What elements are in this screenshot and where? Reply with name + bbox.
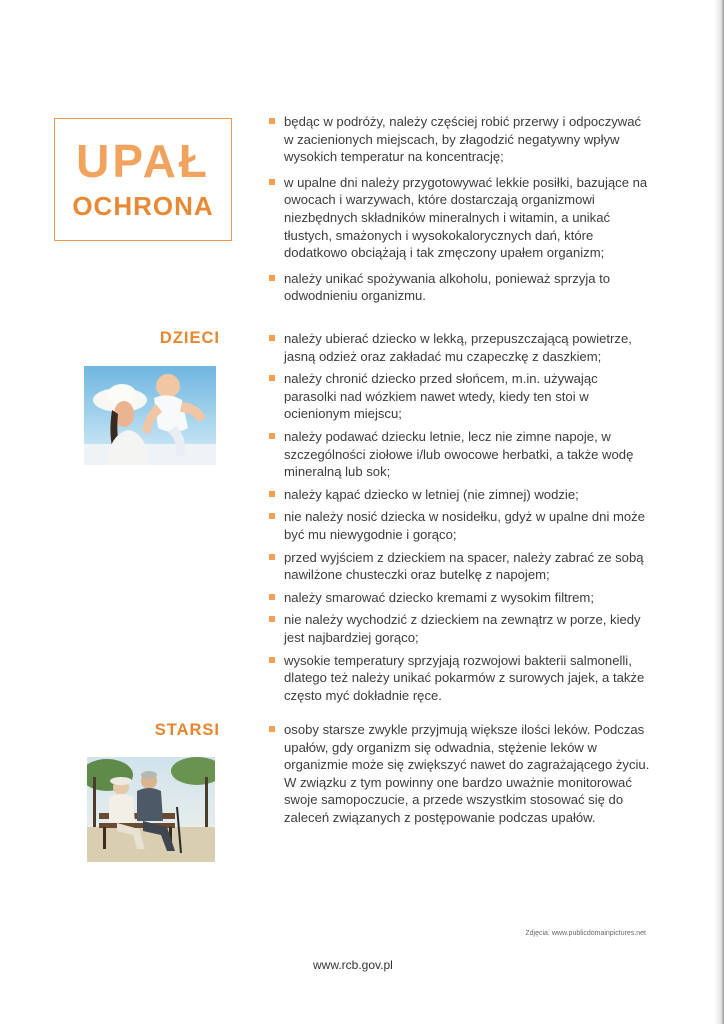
page-title: UPAŁ <box>76 135 210 187</box>
mother-child-illustration <box>84 366 216 465</box>
elderly-bullet-list <box>269 721 653 827</box>
bullet-square-icon <box>269 657 275 663</box>
bullet-square-icon <box>269 179 275 185</box>
general-bullet-list <box>269 113 653 305</box>
bullet-item <box>269 174 653 262</box>
bullet-item <box>269 589 653 607</box>
bullet-text: w upalne dni należy przygotowywać lekkie posiłki, bazujące na owocach i warzywach, które dostarczają organizmowi niezbędnych składników mineralnych i witamin, a unikać tłustych, smażonych i wysokokalorycznych dań, które dodatkowo obciążają i tak zmęczony upałem organizm; <box>284 174 648 261</box>
elderly-couple-illustration <box>87 757 215 862</box>
bullet-text: nie należy nosić dziecka w nosidełku, gdyż w upalne dni może być mu niewygodnie i gorąco; <box>284 509 646 542</box>
bullet-square-icon <box>269 726 275 732</box>
children-bullet-list <box>269 330 653 704</box>
bullet-item <box>269 549 653 584</box>
bullet-text: należy chronić dziecko przed słońcem, m.in. używając parasolki nad wózkiem nawet wtedy, kiedy ten stoi w ocienionym miejscu; <box>284 371 598 422</box>
bullet-square-icon <box>269 118 275 124</box>
bullet-text: należy podawać dziecku letnie, lecz nie zimne napoje, w szczególności ziołowe i/lub owocowe herbatki, a także wodę mineralną lub sok; <box>284 428 634 480</box>
title-box <box>54 118 232 241</box>
bullet-square-icon <box>269 513 275 519</box>
bullet-item <box>269 721 653 827</box>
section-label-elderly: STARSI <box>154 721 220 739</box>
bullet-square-icon <box>269 335 275 341</box>
page-subtitle: OCHRONA <box>72 191 214 221</box>
section-label-children: DZIECI <box>159 329 220 347</box>
bullet-item <box>269 611 653 646</box>
photo-mother-child <box>84 366 216 465</box>
bullet-square-icon <box>269 433 275 439</box>
photo-elderly-couple <box>87 757 215 862</box>
bullet-text: wysokie temperatury sprzyjają rozwojowi bakterii salmonelli, dlatego też należy unikać pokarmów z surowych jajek, a także często myć dokładnie ręce. <box>284 652 645 703</box>
bullet-square-icon <box>269 616 275 622</box>
bullet-item <box>269 428 653 481</box>
bullet-item <box>269 270 653 305</box>
bullet-item <box>269 486 653 504</box>
footer-url-link[interactable]: www.rcb.gov.pl <box>313 958 393 972</box>
bullet-square-icon <box>269 375 275 381</box>
bullet-item <box>269 370 653 423</box>
bullet-text: osoby starsze zwykle przyjmują większe ilości leków. Podczas upałów, gdy organizm się odwadnia, stężenie leków w organizmie może się zwiększyć nawet do zagrażającego życiu. W związku z tym powinny one bardzo uważnie monitorować swoje samopoczucie, a przede wszystkim stosować się do zaleceń związanych z postępowanie podczas upałów. <box>284 722 650 825</box>
bullet-square-icon <box>269 491 275 497</box>
photo-credit: Zdjęcia: www.publicdomainpictures.net <box>525 930 646 937</box>
bullet-text: należy smarować dziecko kremami z wysokim filtrem; <box>284 589 594 605</box>
bullet-text: należy ubierać dziecko w lekką, przepuszczającą powietrze, jasną odzież oraz zakładać mu czapeczkę z daszkiem; <box>284 331 632 364</box>
bullet-item <box>269 113 653 166</box>
bullet-text: należy unikać spożywania alkoholu, ponieważ sprzyja to odwodnieniu organizmu. <box>284 270 611 304</box>
bullet-square-icon <box>269 554 275 560</box>
bullet-text: będąc w podróży, należy częściej robić przerwy i odpoczywać w zacienionych miejscach, by złagodzić negatywny wpływ wysokich temperatur na koncentrację; <box>284 114 642 165</box>
page-edge-shadow <box>714 0 724 1024</box>
bullet-text: należy kąpać dziecko w letniej (nie zimnej) wodzie; <box>284 486 579 502</box>
bullet-square-icon <box>269 594 275 600</box>
bullet-item <box>269 330 653 365</box>
bullet-square-icon <box>269 275 275 281</box>
bullet-item <box>269 652 653 705</box>
bullet-text: nie należy wychodzić z dzieckiem na zewnątrz w porze, kiedy jest najbardziej gorąco; <box>284 612 641 645</box>
bullet-item <box>269 508 653 543</box>
bullet-text: przed wyjściem z dzieckiem na spacer, należy zabrać ze sobą nawilżone chusteczki oraz butelkę z napojem; <box>284 549 644 583</box>
